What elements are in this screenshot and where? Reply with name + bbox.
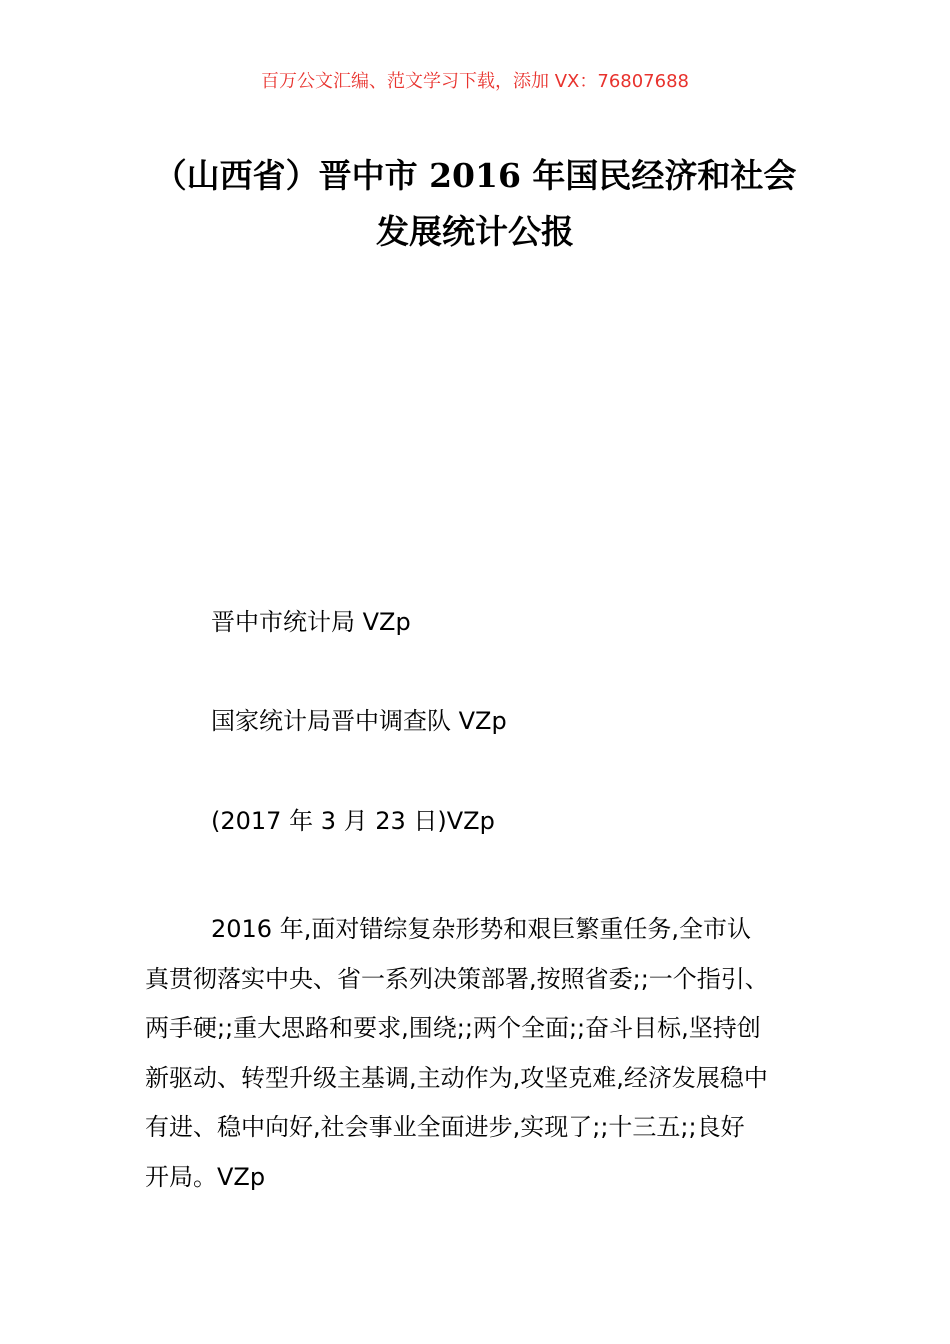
document-title [120,148,830,260]
publication-date: (2017 年 3 月 23 日)VZp [211,807,495,835]
title-line-2: 发展统计公报 [376,212,574,251]
header-watermark-note: 百万公文汇编、范文学习下载，添加 VX：76807688 [261,71,689,92]
issuer-survey-team: 国家统计局晋中调查队 VZp [211,707,507,735]
body-paragraph [145,905,813,1202]
paragraph-line: 开局。VZp [145,1162,266,1191]
title-line-1: （山西省）晋中市 2016 年国民经济和社会 [153,156,797,195]
paragraph-line: 两手硬;;重大思路和要求,围绕;;两个全面;;奋斗目标,坚持创 [145,1014,761,1042]
paragraph-line: 新驱动、转型升级主基调,主动作为,攻坚克难,经济发展稳中 [145,1063,768,1092]
paragraph-line: 真贯彻落实中央、省一系列决策部署,按照省委;;一个指引、 [145,964,769,993]
paragraph-line: 2016 年,面对错综复杂形势和艰巨繁重任务,全市认 [211,915,751,943]
paragraph-line: 有进、稳中向好,社会事业全面进步,实现了;;十三五;;良好 [145,1113,745,1141]
issuer-statistics-bureau: 晋中市统计局 VZp [211,608,411,636]
